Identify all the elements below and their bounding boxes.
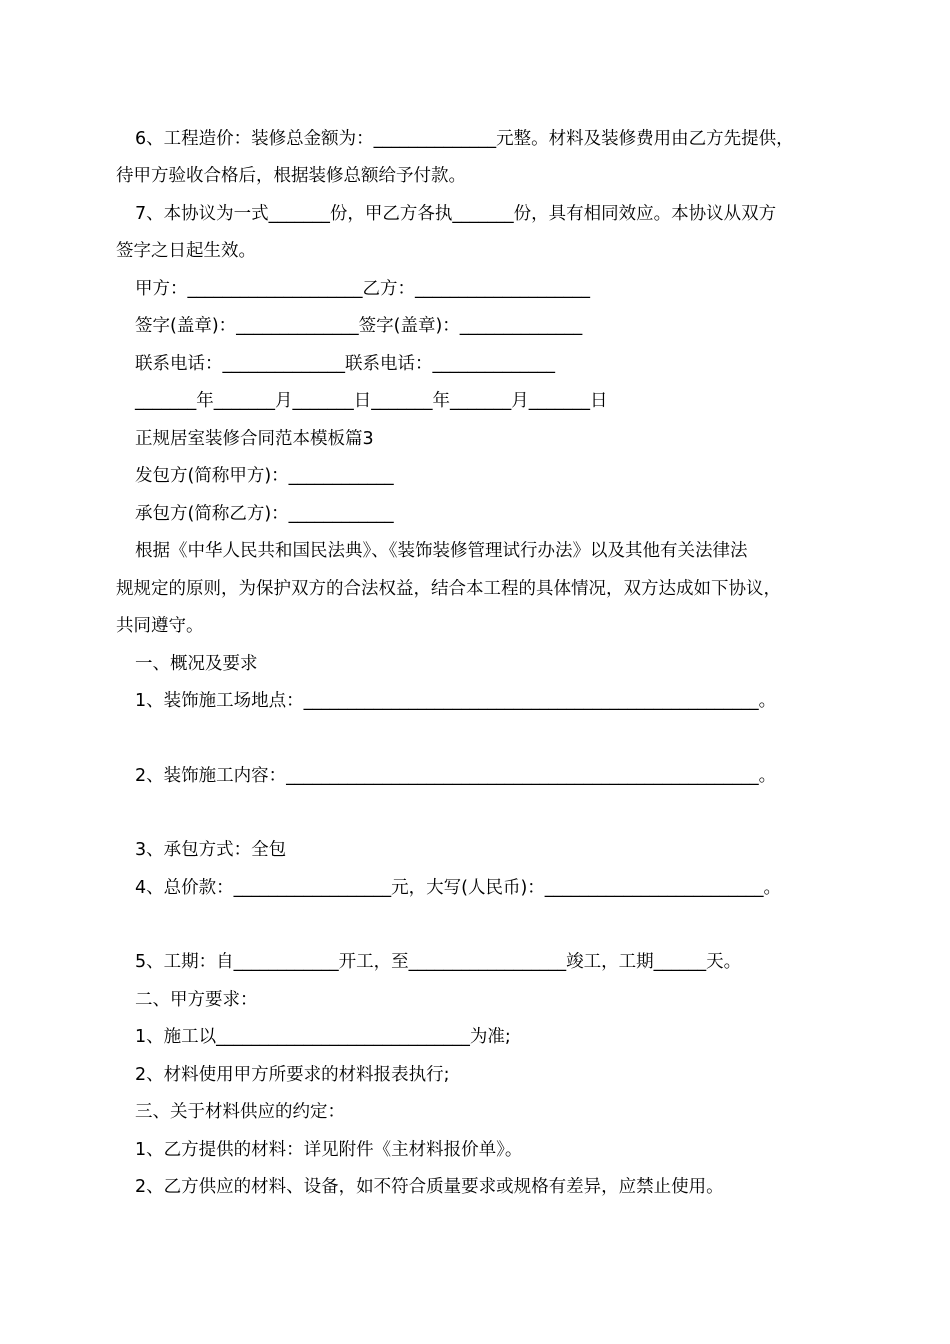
- party-b-line: 承包方(简称乙方)：____________: [135, 504, 394, 524]
- preamble-line-1: 根据《中华人民共和国民法典》、《装饰装修管理试行办法》以及其他有关法律法: [135, 541, 748, 561]
- clause-7-line-1: 7、本协议为一式_______份，甲乙方各执_______份，具有相同效应。本协议从双方: [135, 204, 777, 224]
- item-work-content: 2、装饰施工内容：______________________________________________________。: [135, 766, 777, 786]
- supply-item-1: 1、乙方提供的材料：详见附件《主材料报价单》。: [135, 1140, 523, 1160]
- clause-7-line-2: 签字之日起生效。: [116, 241, 256, 261]
- section-title: 正规居室装修合同范本模板篇3: [135, 429, 374, 449]
- signature-line: 签字(盖章)：______________签字(盖章)：______________: [135, 316, 583, 336]
- clause-6-line-2: 待甲方验收合格后，根据装修总额给予付款。: [116, 166, 466, 186]
- party-a-line: 发包方(简称甲方)：____________: [135, 466, 394, 486]
- heading-party-a-requirements: 二、甲方要求：: [135, 990, 258, 1010]
- supply-item-2: 2、乙方供应的材料、设备，如不符合质量要求或规格有差异，应禁止使用。: [135, 1177, 724, 1197]
- phone-line: 联系电话：______________联系电话：______________: [135, 354, 555, 374]
- item-site-location: 1、装饰施工场地点：____________________________________________________。: [135, 691, 777, 711]
- date-line: _______年_______月_______日_______年_______月_______日: [135, 391, 608, 411]
- preamble-line-3: 共同遵守。: [116, 616, 204, 636]
- item-total-price: 4、总价款：__________________元，大写(人民币)：_________________________。: [135, 878, 782, 898]
- item-schedule: 5、工期：自____________开工，至__________________竣工，工期______天。: [135, 952, 742, 972]
- heading-overview: 一、概况及要求: [135, 654, 258, 674]
- req-materials: 2、材料使用甲方所要求的材料报表执行;: [135, 1065, 450, 1085]
- clause-6-line-1: 6、工程造价：装修总金额为：______________元整。材料及装修费用由乙方先提供，: [135, 129, 794, 149]
- heading-materials-supply: 三、关于材料供应的约定：: [135, 1102, 345, 1122]
- preamble-line-2: 规规定的原则，为保护双方的合法权益，结合本工程的具体情况，双方达成如下协议，: [116, 579, 781, 599]
- req-construction-basis: 1、施工以_____________________________为准;: [135, 1027, 511, 1047]
- party-names-line: 甲方：____________________乙方：____________________: [135, 279, 590, 299]
- item-contract-method: 3、承包方式：全包: [135, 840, 287, 860]
